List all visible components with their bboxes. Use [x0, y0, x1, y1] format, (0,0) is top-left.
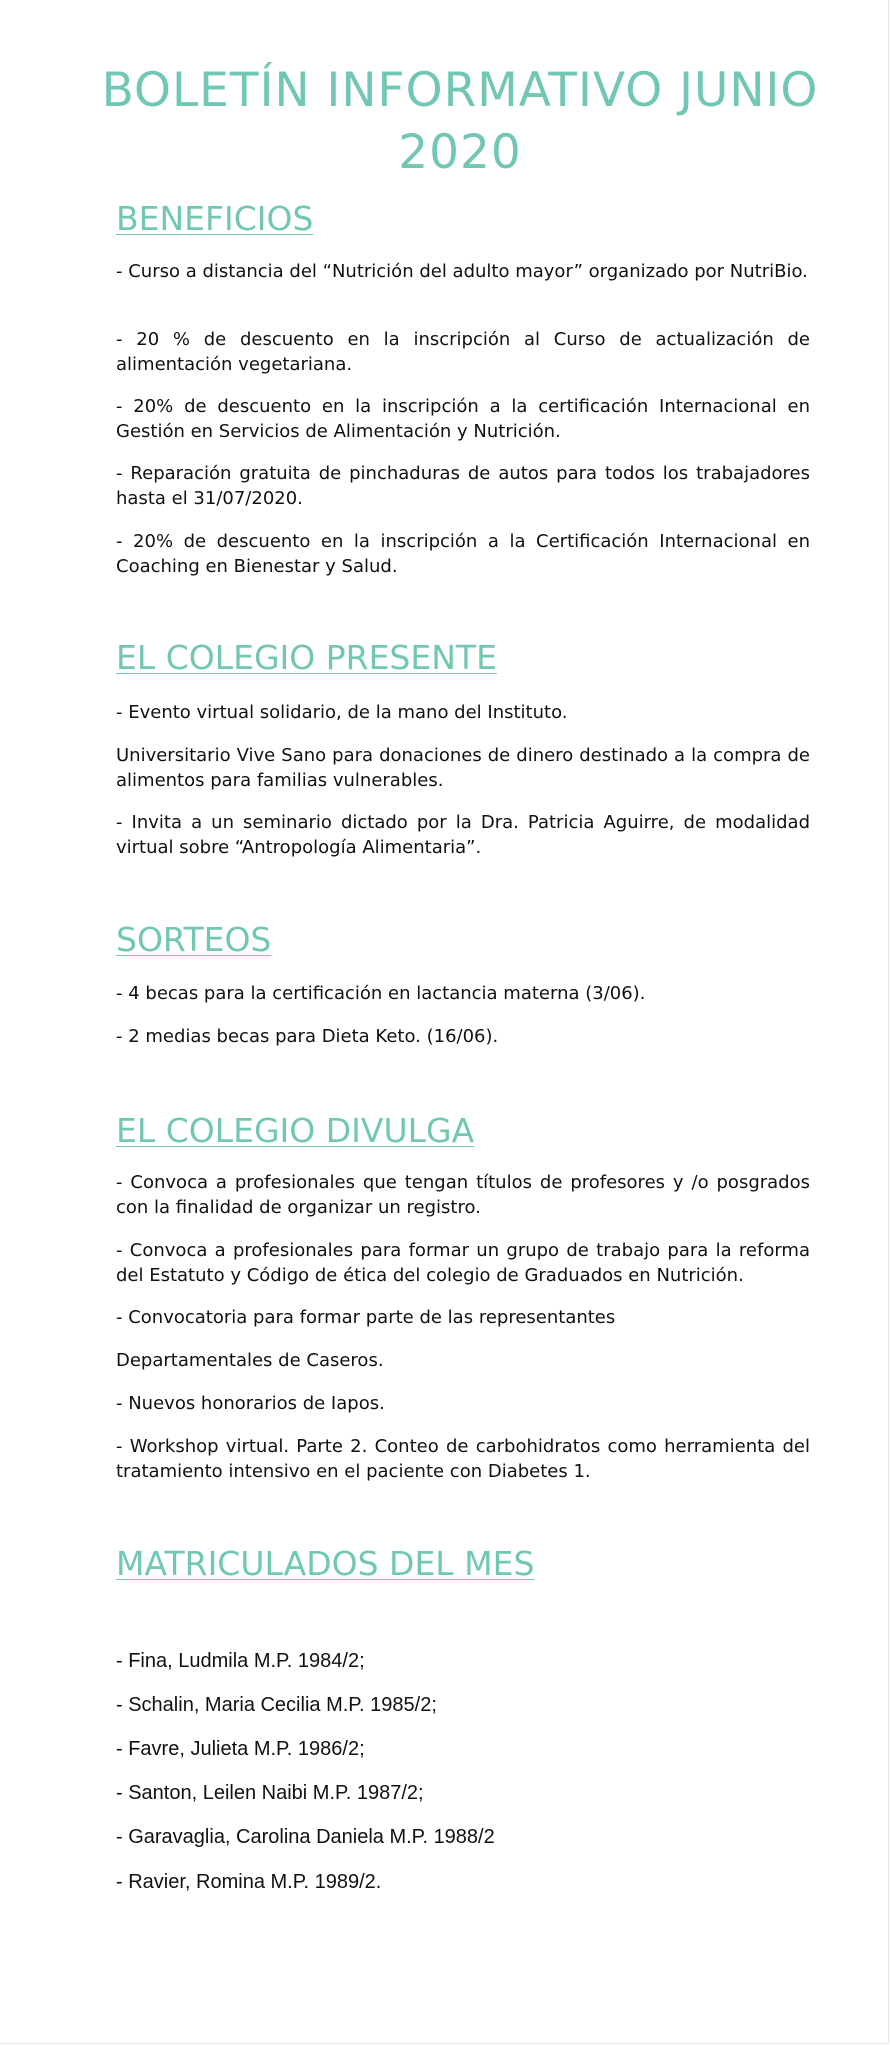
beneficio-item: - Reparación gratuita de pinchaduras de autos para todos los trabajadores hasta el 31/07/2020.	[116, 463, 810, 509]
beneficio-item: - 20% de descuento en la inscripción a la certificación Internacional en Gestión en Servicios de Alimentación y Nutrición.	[116, 396, 810, 442]
matriculado-item: - Santon, Leilen Naibi M.P. 1987/2;	[116, 1782, 424, 1804]
section-heading-colegio-divulga: EL COLEGIO DIVULGA	[116, 1111, 475, 1150]
colegio-divulga-item: - Convoca a profesionales que tengan títulos de profesores y /o posgrados con la finalidad de organizar un registro.	[116, 1172, 810, 1218]
colegio-presente-item: Universitario Vive Sano para donaciones de dinero destinado a la compra de alimentos para familias vulnerables.	[116, 745, 810, 791]
sorteo-item: - 2 medias becas para Dieta Keto. (16/06).	[116, 1026, 499, 1047]
matriculado-item: - Garavaglia, Carolina Daniela M.P. 1988/2	[116, 1826, 495, 1848]
matriculado-item: - Fina, Ludmila M.P. 1984/2;	[116, 1650, 365, 1672]
colegio-presente-item: - Invita a un seminario dictado por la Dra. Patricia Aguirre, de modalidad virtual sobre “Antropología Alimentaria”.	[116, 812, 810, 858]
beneficio-item: - 20% de descuento en la inscripción a la Certificación Internacional en Coaching en Bienestar y Salud.	[116, 531, 810, 577]
beneficio-item: - 20 % de descuento en la inscripción al Curso de actualización de alimentación vegetariana.	[116, 329, 810, 375]
colegio-divulga-item: - Convocatoria para formar parte de las representantes	[116, 1307, 616, 1328]
section-heading-colegio-presente: EL COLEGIO PRESENTE	[116, 638, 497, 677]
sorteo-item: - 4 becas para la certificación en lactancia materna (3/06).	[116, 983, 646, 1004]
colegio-presente-item: - Evento virtual solidario, de la mano del Instituto.	[116, 702, 568, 723]
colegio-divulga-item: Departamentales de Caseros.	[116, 1350, 384, 1371]
beneficio-item: - Curso a distancia del “Nutrición del adulto mayor” organizado por NutriBio.	[116, 261, 808, 282]
section-heading-sorteos: SORTEOS	[116, 920, 272, 959]
newsletter-title: BOLETÍN INFORMATIVO JUNIO 2020	[101, 63, 819, 180]
matriculado-item: - Ravier, Romina M.P. 1989/2.	[116, 1871, 382, 1893]
colegio-divulga-item: - Nuevos honorarios de Iapos.	[116, 1393, 385, 1414]
matriculado-item: - Favre, Julieta M.P. 1986/2;	[116, 1738, 365, 1760]
section-heading-matriculados: MATRICULADOS DEL MES	[116, 1544, 535, 1583]
matriculado-item: - Schalin, Maria Cecilia M.P. 1985/2;	[116, 1694, 437, 1716]
section-heading-beneficios: BENEFICIOS	[116, 199, 314, 238]
colegio-divulga-item: - Workshop virtual. Parte 2. Conteo de carbohidratos como herramienta del tratamiento intensivo en el paciente con Diabetes 1.	[116, 1436, 810, 1482]
colegio-divulga-item: - Convoca a profesionales para formar un grupo de trabajo para la reforma del Estatuto y Código de ética del colegio de Graduados en Nutrición.	[116, 1240, 810, 1286]
